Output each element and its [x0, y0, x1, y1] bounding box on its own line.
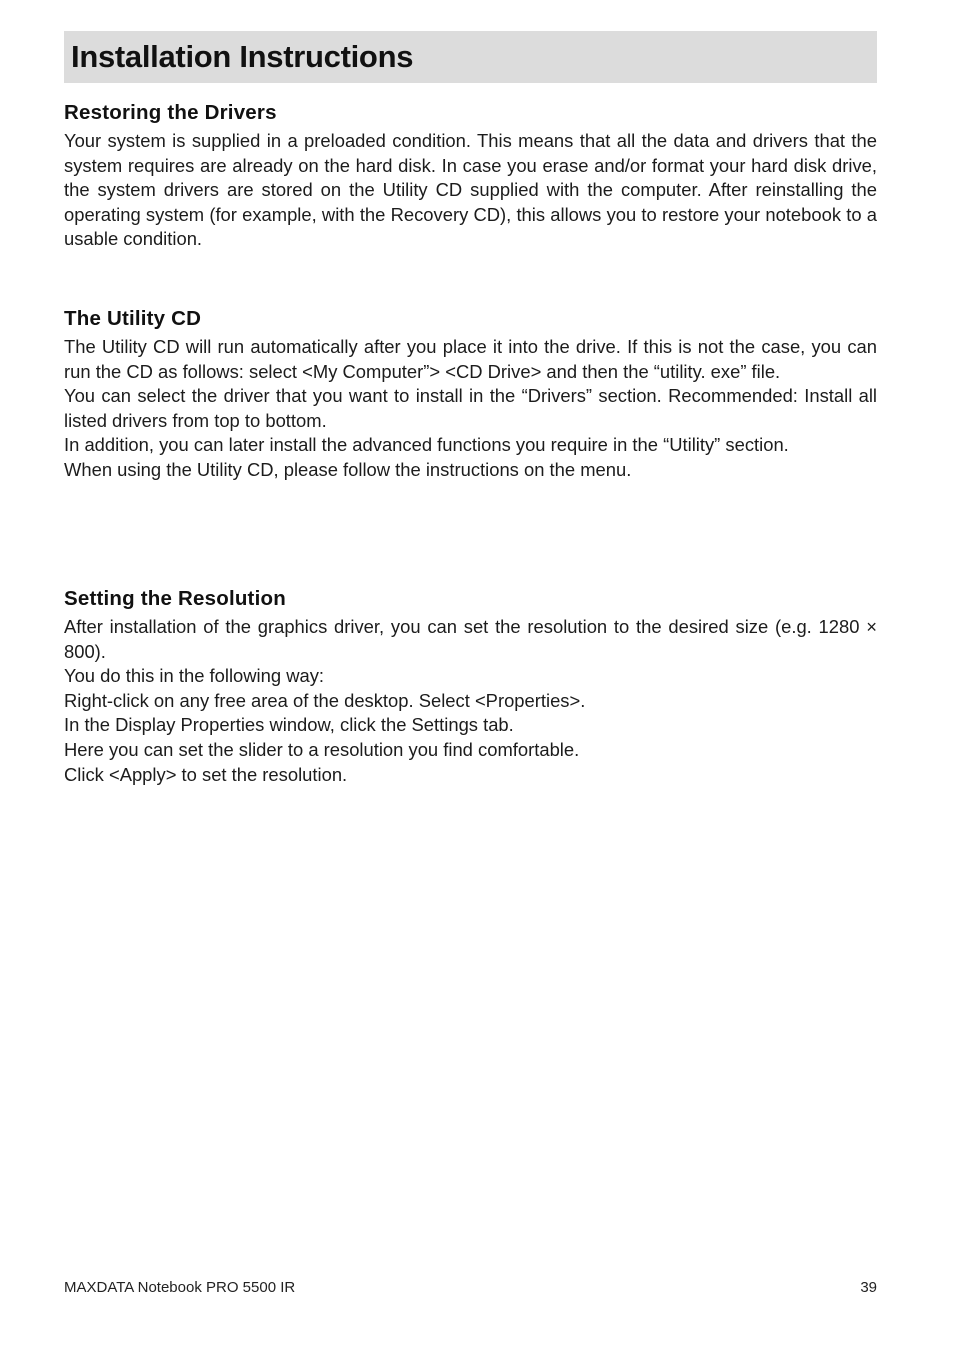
paragraph: The Utility CD will run automatically after you place it into the drive. If this is not the case, you can run the CD as follows: select <My Computer”> <CD Drive> and then the “utility. exe” file. — [64, 336, 877, 382]
section-setting-resolution — [64, 587, 877, 787]
section-heading: The Utility CD — [64, 307, 202, 330]
paragraph: You can select the driver that you want to install in the “Drivers” section. Recommended: Install all listed drivers from top to bottom. — [64, 385, 877, 431]
page-number: 39 — [860, 1279, 877, 1296]
title-bar — [64, 31, 877, 83]
page-title: Installation Instructions — [71, 39, 414, 74]
section-heading: Restoring the Drivers — [64, 101, 277, 124]
section-utility-cd — [64, 307, 877, 483]
paragraph: You do this in the following way: — [64, 665, 325, 687]
paragraph: Click <Apply> to set the resolution. — [64, 763, 348, 785]
paragraph: Here you can set the slider to a resolution you find comfortable. — [64, 738, 580, 760]
paragraph: After installation of the graphics driver, you can set the resolution to the desired size (e.g. 1280 × 800). — [64, 616, 877, 662]
section-restoring-drivers — [64, 101, 877, 252]
paragraph: In the Display Properties window, click the Settings tab. — [64, 714, 514, 736]
paragraph: Your system is supplied in a preloaded condition. This means that all the data and drivers that the system requires are already on the hard disk. In case you erase and/or format your hard disk drive, the system drivers are stored on the Utility CD supplied with the computer. After reinstalling the operating system (for example, with the Recovery CD), this allows you to restore your notebook to a usable condition. — [64, 130, 877, 250]
paragraph: When using the Utility CD, please follow the instructions on the menu. — [64, 458, 632, 480]
footer-product-name: MAXDATA Notebook PRO 5500 IR — [64, 1279, 296, 1296]
paragraph: In addition, you can later install the advanced functions you require in the “Utility” section. — [64, 434, 789, 456]
section-heading: Setting the Resolution — [64, 587, 286, 610]
paragraph: Right-click on any free area of the desktop. Select <Properties>. — [64, 689, 586, 711]
